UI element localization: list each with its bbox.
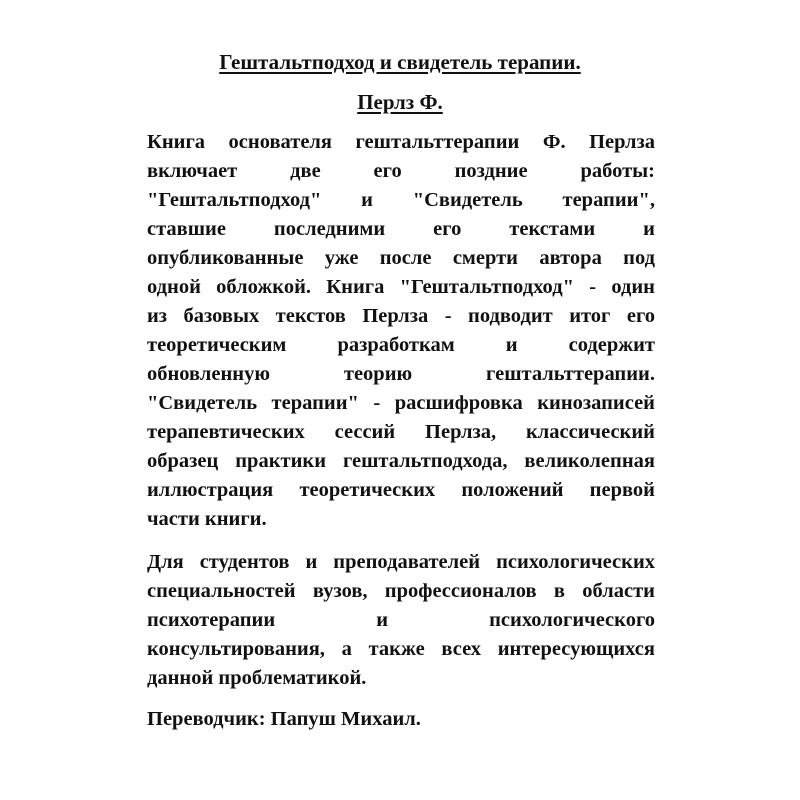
text-line: психотерапии и психологического [147,609,655,631]
text-line: ставшие последними его текстами и [147,218,655,240]
text-line: Для студентов и преподавателей психологических [147,551,655,573]
author-name: Перлз Ф. [357,90,443,114]
document-title: Гештальтподход и свидетель терапии. [219,50,581,74]
text-line: данной проблематикой. [147,667,367,689]
text-line: образец практики гештальтподхода, великолепная [147,450,655,472]
text-line: опубликованные уже после смерти автора под [147,247,655,269]
text-line: одной обложкой. Книга "Гештальтподход" - один [147,276,655,298]
text-line: части книги. [147,508,267,530]
text-line: "Гештальтподход" и "Свидетель терапии", [147,189,655,211]
text-line: консультирования, а также всех интересующихся [147,638,655,660]
text-line: специальностей вузов, профессионалов в области [147,580,655,602]
text-line: "Свидетель терапии" - расшифровка кинозаписей [147,392,655,414]
translator-line: Переводчик: Папуш Михаил. [147,708,421,730]
text-line: иллюстрация теоретических положений первой [147,479,655,501]
text-line: Книга основателя гештальттерапии Ф. Перлза [147,131,655,153]
text-line: теоретическим разработкам и содержит [147,334,655,356]
text-line: включает две его поздние работы: [147,160,655,182]
audience-paragraph [147,548,655,693]
text-line: из базовых текстов Перлза - подводит итог его [147,305,655,327]
text-line: обновленную теорию гештальттерапии. [147,363,655,385]
text-line: терапевтических сессий Перлза, классический [147,421,655,443]
description-paragraph [147,128,655,534]
